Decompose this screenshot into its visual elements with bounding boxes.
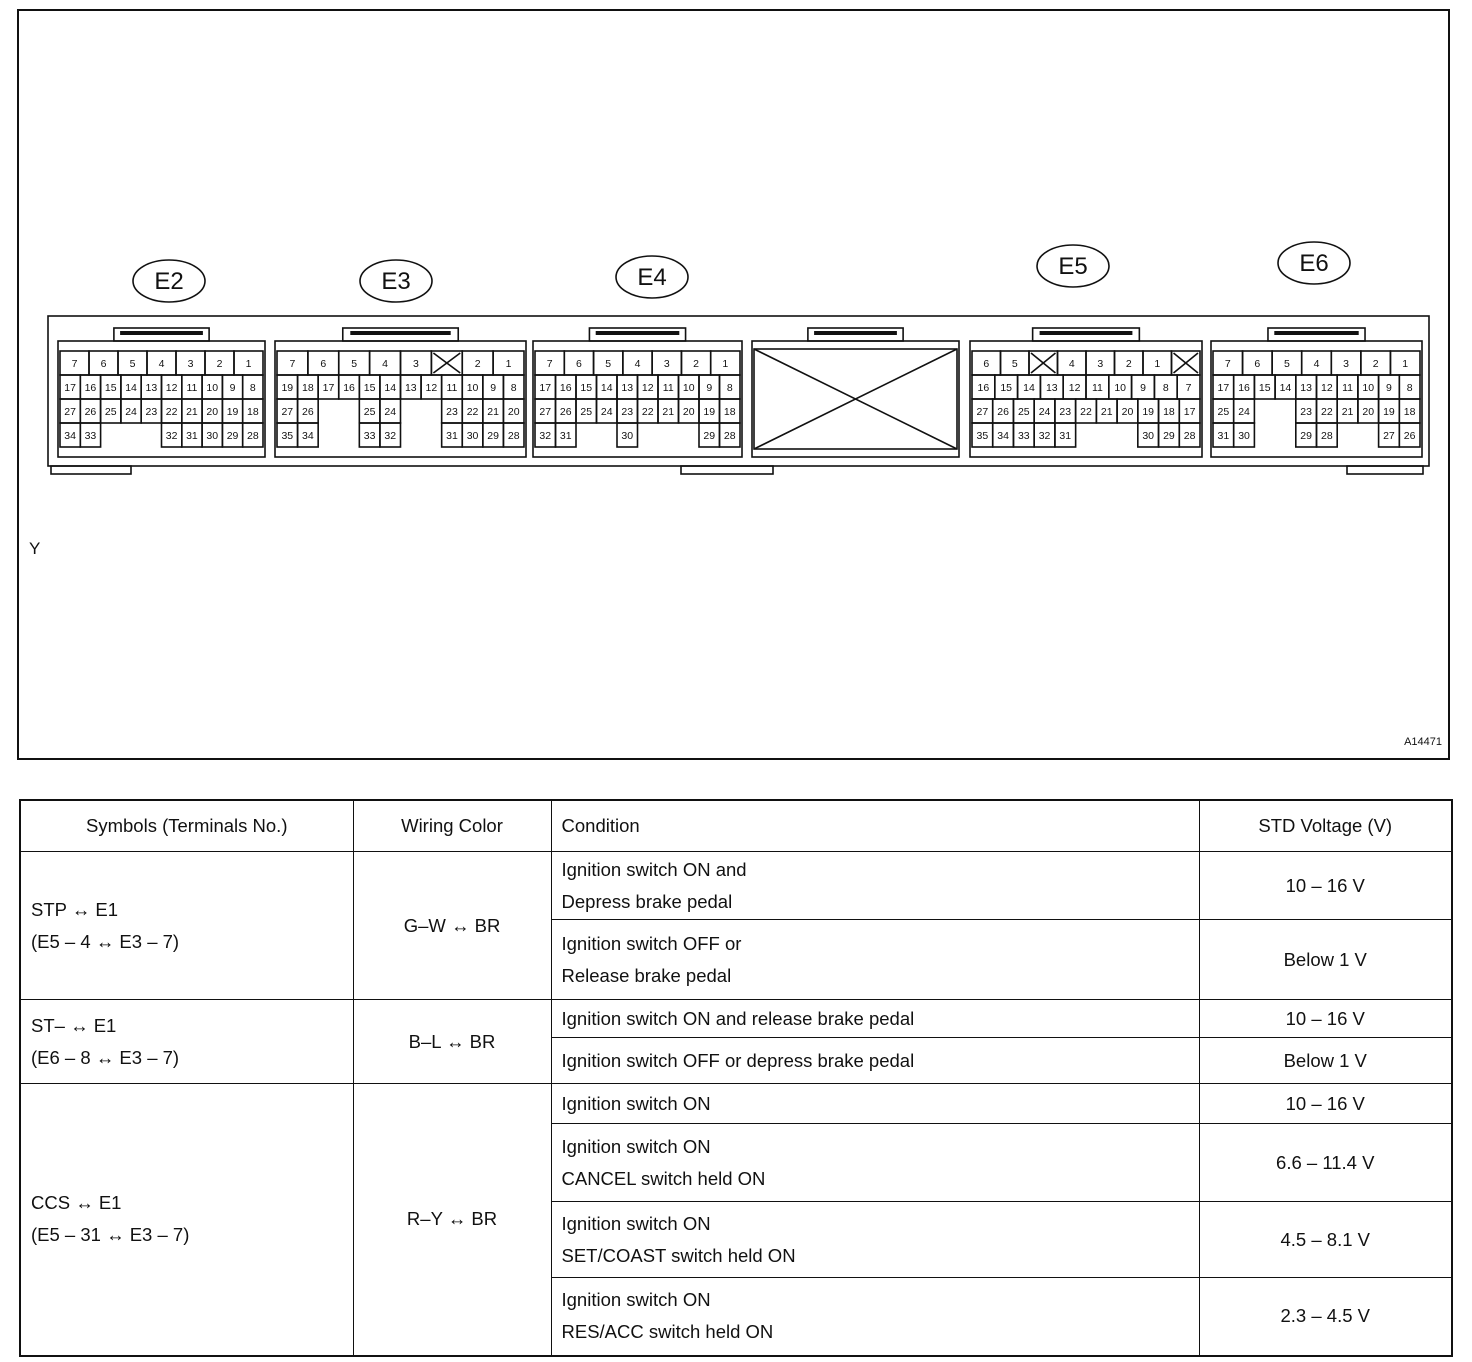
condition-cell: Ignition switch ON and release brake pedal (551, 1000, 1199, 1038)
terminal-number: 31 (1217, 430, 1230, 442)
condition-line: Release brake pedal (561, 964, 732, 986)
side-mark: Y (29, 539, 41, 558)
terminal-number: 31 (446, 430, 458, 442)
terminal-number: 29 (1300, 430, 1312, 442)
terminal-number: 32 (165, 430, 178, 442)
header-wiring-color: Wiring Color (353, 800, 551, 852)
terminal-number: 18 (1163, 406, 1175, 418)
terminal-number: 17 (64, 382, 76, 394)
terminal-number: 15 (1258, 382, 1271, 394)
terminal-number: 33 (1017, 430, 1030, 442)
condition-line: Ignition switch ON and (561, 858, 747, 880)
terminal-number: 31 (186, 430, 198, 442)
voltage-cell: 10 – 16 V (1199, 1000, 1452, 1038)
terminal-number: 23 (145, 406, 158, 418)
terminal-number: 16 (1238, 382, 1250, 394)
terminal-number: 20 (682, 406, 695, 418)
voltage-cell: 2.3 – 4.5 V (1199, 1278, 1452, 1356)
terminal-number: 3 (1343, 358, 1349, 370)
terminal-number: 27 (976, 406, 989, 418)
terminal-number: 34 (302, 430, 314, 442)
terminal-number: 4 (1313, 358, 1320, 370)
condition-cell (551, 920, 1199, 1000)
terminal-number: 14 (384, 382, 397, 394)
terminal-number: 16 (343, 382, 355, 394)
terminal-number: 35 (281, 430, 294, 442)
terminal-number: 20 (1121, 406, 1134, 418)
terminal-number: 7 (71, 358, 78, 370)
terminal-number: 11 (1091, 382, 1103, 394)
terminal-number: 29 (226, 430, 239, 442)
terminal-number: 20 (1362, 406, 1375, 418)
voltage-cell: Below 1 V (1199, 1038, 1452, 1084)
table-row (20, 1000, 1452, 1038)
terminal-number: 12 (425, 382, 438, 394)
terminal-number: 7 (546, 358, 553, 370)
connector-label: E3 (381, 268, 411, 295)
terminal-number: 33 (363, 430, 376, 442)
connector-diagram (17, 9, 1450, 760)
terminal-number: 34 (64, 430, 76, 442)
terminal-number: 6 (320, 358, 327, 370)
terminal-number: 25 (1217, 406, 1230, 418)
wiring-color-cell: B–L ↔ BR (353, 1000, 551, 1084)
terminal-number: 24 (1038, 406, 1051, 418)
terminal-number: 27 (281, 406, 294, 418)
terminal-number: 19 (1142, 406, 1155, 418)
symbol-line: CCS ↔ E1 (31, 1192, 122, 1214)
terminal-number: 10 (1362, 382, 1375, 394)
terminal-line: (E5 – 31 ↔ E3 – 7) (31, 1224, 190, 1246)
terminal-number: 27 (64, 406, 76, 418)
condition-cell (551, 1202, 1199, 1278)
terminal-number: 27 (539, 406, 552, 418)
condition-cell: Ignition switch OFF or depress brake pedal (551, 1038, 1199, 1084)
terminal-number: 25 (363, 406, 376, 418)
terminal-number: 10 (682, 382, 695, 394)
terminal-number: 29 (1163, 430, 1175, 442)
terminal-number: 32 (384, 430, 397, 442)
terminal-number: 29 (703, 430, 716, 442)
terminal-number: 33 (84, 430, 97, 442)
terminal-number: 3 (187, 358, 194, 370)
connector-latch-bar (596, 331, 680, 335)
terminal-number: 2 (474, 358, 481, 370)
terminal-number: 11 (1342, 382, 1354, 394)
terminal-number: 35 (976, 430, 989, 442)
terminal-number: 30 (206, 430, 219, 442)
table-row (20, 1084, 1452, 1124)
terminal-number: 28 (1321, 430, 1333, 442)
terminal-number: 7 (289, 358, 296, 370)
terminal-number: 8 (726, 382, 733, 394)
terminal-number: 10 (1114, 382, 1127, 394)
terminal-number: 14 (600, 382, 613, 394)
terminal-number: 4 (1068, 358, 1075, 370)
terminal-number: 5 (605, 358, 612, 370)
terminal-number: 13 (1300, 382, 1312, 394)
terminal-number: 10 (466, 382, 479, 394)
terminal-number: 22 (1080, 406, 1092, 418)
terminal-number: 21 (1100, 406, 1113, 418)
terminal-number: 16 (84, 382, 97, 394)
terminal-number: 8 (249, 382, 256, 394)
terminal-number: 19 (1383, 406, 1395, 418)
symbol-cell (20, 852, 353, 1000)
symbol-line: ST– ↔ E1 (31, 1014, 117, 1036)
figure-id: A14471 (1404, 736, 1442, 748)
terminal-number: 1 (1402, 358, 1409, 370)
terminal-number: 14 (1023, 382, 1035, 394)
condition-line: SET/COAST switch held ON (561, 1244, 796, 1266)
condition-line: CANCEL switch held ON (561, 1167, 766, 1189)
terminal-number: 17 (539, 382, 552, 394)
terminal-number: 12 (641, 382, 654, 394)
terminal-number: 32 (1038, 430, 1051, 442)
condition-cell (551, 1278, 1199, 1356)
connector-label: E2 (154, 268, 184, 295)
terminal-number: 29 (487, 430, 499, 442)
terminal-number: 21 (662, 406, 675, 418)
terminal-number: 9 (706, 382, 713, 394)
terminal-number: 28 (247, 430, 259, 442)
terminal-number: 12 (1321, 382, 1333, 394)
voltage-spec-table (19, 799, 1453, 1357)
terminal-number: 27 (1383, 430, 1395, 442)
terminal-number: 26 (1403, 430, 1416, 442)
terminal-number: 2 (216, 358, 223, 370)
terminal-number: 22 (466, 406, 479, 418)
terminal-number: 15 (1000, 382, 1013, 394)
terminal-number: 10 (206, 382, 219, 394)
connector-latch-bar (350, 331, 450, 335)
terminal-number: 22 (641, 406, 654, 418)
voltage-cell: 4.5 – 8.1 V (1199, 1202, 1452, 1278)
terminal-number: 25 (1017, 406, 1030, 418)
wiring-color-cell: R–Y ↔ BR (353, 1084, 551, 1356)
terminal-number: 22 (1321, 406, 1333, 418)
connector-label: E5 (1058, 253, 1088, 280)
terminal-number: 24 (1238, 406, 1250, 418)
connector-latch-bar (1040, 331, 1133, 335)
terminal-number: 7 (1185, 382, 1192, 394)
condition-cell (551, 1124, 1199, 1202)
wiring-color-cell: G–W ↔ BR (353, 852, 551, 1000)
terminal-number: 9 (490, 382, 497, 394)
terminal-number: 5 (129, 358, 136, 370)
header-condition: Condition (551, 800, 1199, 852)
housing-tab (51, 466, 131, 474)
terminal-number: 4 (382, 358, 388, 370)
terminal-number: 24 (384, 406, 397, 418)
connector-label: E6 (1299, 250, 1329, 277)
housing-tab (1347, 466, 1423, 474)
terminal-number: 15 (363, 382, 376, 394)
terminal-number: 2 (1372, 358, 1379, 370)
terminal-number: 16 (977, 382, 990, 394)
terminal-number: 26 (84, 406, 97, 418)
voltage-cell: 10 – 16 V (1199, 1084, 1452, 1124)
terminal-number: 30 (1142, 430, 1155, 442)
terminal-number: 11 (186, 382, 198, 394)
terminal-number: 28 (507, 430, 520, 442)
condition-line: Depress brake pedal (561, 890, 733, 912)
connector-latch-bar (1274, 331, 1358, 335)
terminal-number: 13 (621, 382, 634, 394)
terminal-number: 14 (125, 382, 137, 394)
terminal-number: 11 (446, 382, 458, 394)
terminal-number: 6 (1254, 358, 1261, 370)
terminal-number: 8 (1406, 382, 1413, 394)
terminal-number: 34 (997, 430, 1009, 442)
terminal-number: 25 (104, 406, 117, 418)
terminal-number: 4 (158, 358, 165, 370)
terminal-number: 12 (165, 382, 178, 394)
condition-line: Ignition switch OFF or (561, 932, 742, 954)
terminal-number: 26 (302, 406, 314, 418)
terminal-number: 1 (722, 358, 729, 370)
condition-line: Ignition switch ON (561, 1135, 711, 1157)
header-std-voltage: STD Voltage (V) (1199, 800, 1452, 852)
symbol-cell (20, 1084, 353, 1356)
terminal-number: 26 (559, 406, 572, 418)
terminal-number: 2 (1125, 358, 1132, 370)
terminal-number: 14 (1279, 382, 1292, 394)
table-header-row (20, 800, 1452, 852)
terminal-number: 18 (723, 406, 736, 418)
symbol-line: STP ↔ E1 (31, 898, 119, 920)
voltage-cell: 10 – 16 V (1199, 852, 1452, 920)
header-symbols: Symbols (Terminals No.) (20, 800, 353, 852)
terminal-number: 17 (1183, 406, 1196, 418)
terminal-number: 1 (1154, 358, 1161, 370)
terminal-number: 9 (1386, 382, 1392, 394)
terminal-number: 1 (505, 358, 512, 370)
terminal-number: 21 (186, 406, 198, 418)
terminal-number: 31 (1059, 430, 1072, 442)
terminal-number: 6 (983, 358, 990, 370)
terminal-number: 5 (351, 358, 358, 370)
terminal-number: 19 (226, 406, 239, 418)
connector-label: E4 (637, 264, 667, 291)
condition-line: Ignition switch ON (561, 1289, 711, 1311)
terminal-number: 1 (245, 358, 252, 370)
terminal-line: (E6 – 8 ↔ E3 – 7) (31, 1046, 180, 1068)
symbol-cell (20, 1000, 353, 1084)
terminal-number: 8 (1162, 382, 1169, 394)
terminal-number: 24 (600, 406, 613, 418)
terminal-number: 8 (510, 382, 517, 394)
terminal-number: 6 (100, 358, 107, 370)
terminal-number: 23 (1300, 406, 1312, 418)
terminal-number: 9 (1140, 382, 1146, 394)
voltage-cell: 6.6 – 11.4 V (1199, 1124, 1452, 1202)
terminal-number: 5 (1284, 358, 1290, 370)
terminal-number: 31 (559, 430, 572, 442)
terminal-number: 17 (322, 382, 335, 394)
terminal-number: 20 (507, 406, 520, 418)
terminal-number: 15 (104, 382, 117, 394)
terminal-number: 6 (576, 358, 582, 370)
condition-cell (551, 852, 1199, 920)
terminal-line: (E5 – 4 ↔ E3 – 7) (31, 930, 180, 952)
condition-line: RES/ACC switch held ON (561, 1321, 774, 1343)
terminal-number: 28 (723, 430, 736, 442)
table-row (20, 852, 1452, 920)
terminal-number: 19 (703, 406, 716, 418)
terminal-number: 18 (302, 382, 314, 394)
terminal-number: 28 (1183, 430, 1196, 442)
terminal-number: 32 (539, 430, 552, 442)
housing-tab (681, 466, 773, 474)
terminal-number: 17 (1217, 382, 1230, 394)
terminal-number: 30 (621, 430, 634, 442)
terminal-number: 3 (663, 358, 670, 370)
connector-latch-bar (814, 331, 897, 335)
terminal-number: 9 (229, 382, 236, 394)
terminal-number: 13 (1045, 382, 1058, 394)
terminal-number: 21 (1341, 406, 1354, 418)
terminal-number: 7 (1224, 358, 1231, 370)
terminal-number: 12 (1068, 382, 1081, 394)
terminal-number: 11 (662, 382, 674, 394)
condition-line: Ignition switch ON (561, 1212, 711, 1234)
terminal-number: 26 (997, 406, 1009, 418)
terminal-number: 5 (1011, 358, 1018, 370)
terminal-number: 23 (1059, 406, 1072, 418)
terminal-number: 30 (1238, 430, 1250, 442)
terminal-number: 25 (580, 406, 593, 418)
terminal-number: 15 (580, 382, 593, 394)
terminal-number: 22 (165, 406, 178, 418)
voltage-cell: Below 1 V (1199, 920, 1452, 1000)
terminal-number: 23 (446, 406, 458, 418)
terminal-number: 3 (413, 358, 419, 370)
terminal-number: 23 (621, 406, 634, 418)
connector-latch-bar (120, 331, 203, 335)
terminal-number: 13 (145, 382, 158, 394)
terminal-number: 18 (1403, 406, 1416, 418)
terminal-number: 3 (1097, 358, 1104, 370)
terminal-number: 24 (125, 406, 137, 418)
terminal-number: 30 (466, 430, 479, 442)
ecu-connector-drawing (19, 11, 1448, 758)
terminal-number: 21 (487, 406, 499, 418)
terminal-number: 19 (281, 382, 294, 394)
terminal-number: 2 (693, 358, 699, 370)
terminal-number: 4 (634, 358, 641, 370)
terminal-number: 20 (206, 406, 219, 418)
condition-cell: Ignition switch ON (551, 1084, 1199, 1124)
terminal-number: 18 (247, 406, 259, 418)
terminal-number: 13 (404, 382, 417, 394)
terminal-number: 16 (559, 382, 572, 394)
